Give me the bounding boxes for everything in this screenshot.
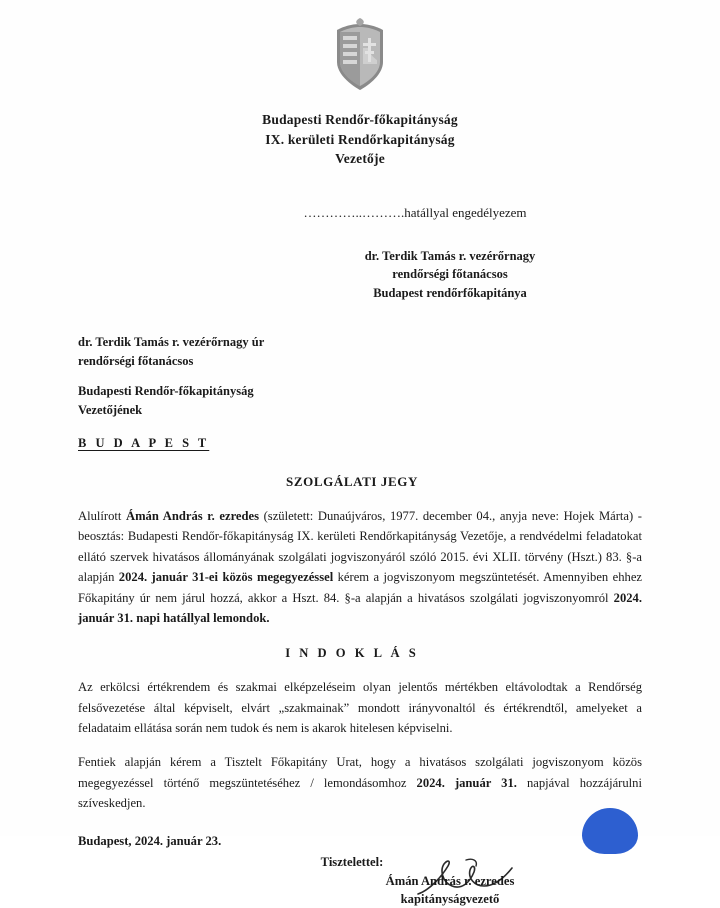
- termination-date-1: 2024. január 31-ei közös megegyezéssel: [118, 570, 334, 585]
- author-name: Ámán András r. ezredes: [125, 508, 260, 523]
- signature-block: [0, 872, 720, 908]
- approver-rank: rendőrségi főtanácsos: [392, 267, 508, 282]
- reasoning-paragraph: Az erkölcsi értékrendem és szakmai elképzeléseim olyan jelentős mértékben eltávolodtak a Rendőrség felsővezetése által képviselt, elvárt „szakmainak” mondott irányvonaltól és értékrendtől, amelyeket a feladataim ellátása során nem tudok és nem is akarok hitelesen képviselni.: [78, 680, 642, 736]
- decorative-blue-shape: [582, 808, 638, 854]
- hungarian-coat-of-arms-icon: [327, 18, 393, 96]
- place-date-line: Budapest, 2024. január 23.: [78, 833, 222, 848]
- recipient-org: Budapesti Rendőr-főkapitányság: [78, 384, 254, 399]
- header-line-2: IX. kerületi Rendőrkapitányság: [265, 131, 455, 147]
- recipient-block: [78, 333, 720, 420]
- recipient-name: dr. Terdik Tamás r. vezérőrnagy úr: [78, 334, 265, 349]
- section-title-reasoning: I N D O K L Á S: [285, 646, 419, 661]
- paragraph-middle: (született: Dunaújváros, 1977. december 04., anyja neve: Hojek Márta) - beosztás: Budapesti Rendőr-főkapitányság IX. kerületi Rendőrkapitányság Vezetője, a rendvédelmi feladatokat ellátó szervek hivatásos állományának szolgálati jogviszonyáról szóló 2015. évi XLII. törvény (Hszt.) 83. §-a alapján: [78, 508, 642, 585]
- document-title: SZOLGÁLATI JEGY: [286, 473, 418, 489]
- approver-block: [0, 247, 720, 303]
- spacer: [78, 370, 720, 382]
- paragraph-middle-2: kérem a jogviszonyom megszüntetését. Amennyiben ehhez Főkapitány úr nem járul hozzá, akkor a Hszt. 84. §-a alapján a hivatásos szolgálati jogviszonyomról: [78, 570, 642, 605]
- signer-role: kapitányságvezető: [400, 891, 500, 906]
- regards-line: Tisztelettel:: [320, 854, 384, 869]
- signer-name: Ámán András r. ezredes: [385, 873, 515, 888]
- recipient-role: Vezetőjének: [78, 403, 143, 418]
- recipient-city: B U D A P E S T: [78, 435, 210, 450]
- main-paragraph: [78, 506, 642, 628]
- closing-part-2: napjával hozzájárulni szíveskedjen.: [78, 775, 642, 811]
- recipient-rank: rendőrségi főtanácsos: [78, 353, 194, 368]
- header-line-3: Vezetője: [335, 151, 385, 167]
- approval-line: …………..……….hatállyal engedélyezem: [303, 204, 527, 220]
- approver-name: dr. Terdik Tamás r. vezérőrnagy: [364, 248, 536, 263]
- closing-date: 2024. január 31.: [416, 775, 517, 790]
- approver-title: Budapest rendőrfőkapitánya: [373, 286, 527, 301]
- paragraph-prefix: Alulírott: [78, 508, 126, 523]
- closing-paragraph: [78, 752, 642, 813]
- header-line-1: Budapesti Rendőr-főkapitányság: [262, 112, 458, 127]
- closing-part-1: Fentiek alapján kérem a Tisztelt Főkapitány Urat, hogy a hivatásos szolgálati jogviszonyom közös megegyezéssel történő megszüntetéséhez / lemondásomhoz: [78, 755, 642, 790]
- coat-of-arms-container: [0, 0, 720, 96]
- termination-date-2: 2024. január 31. napi hatállyal lemondok.: [78, 590, 642, 625]
- document-header: [0, 110, 720, 169]
